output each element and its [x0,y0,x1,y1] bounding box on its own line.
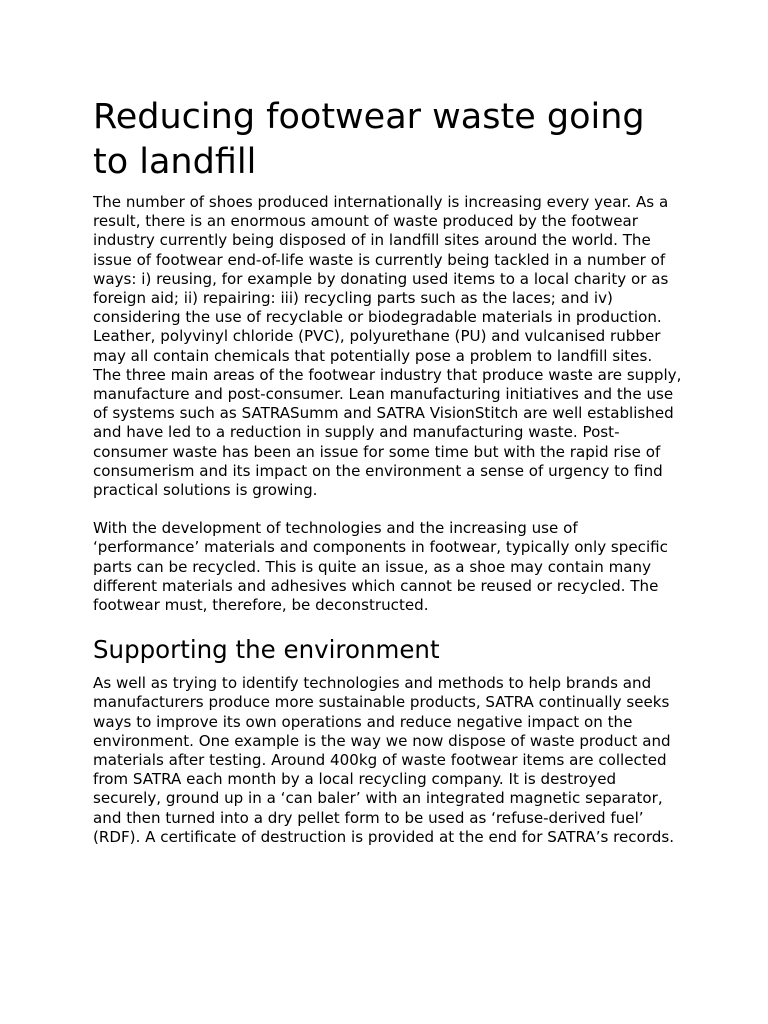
section-paragraph: As well as trying to identify technologies and methods to help brands and manufacturers produce more sustainable products, SATRA continually seeks ways to improve its own operations and reduce negative impact on the environment. One example is the way we now dispose of waste product and materials after testing. Around 400kg of waste footwear items are collected from SATRA each month by a local recycling company. It is destroyed securely, ground up in a ‘can baler’ with an integrated magnetic separator, and then turned into a dry pellet form to be used as ‘refuse-derived fuel’ (RDF). A certificate of destruction is provided at the end for SATRA’s records. [93,674,675,846]
section-heading: Supporting the environment [93,635,440,665]
intro-paragraph-1: The number of shoes produced internationally is increasing every year. As a result, there is an enormous amount of waste produced by the footwear industry currently being disposed of in landfill sites around the world. The issue of footwear end-of-life waste is currently being tackled in a number of ways: i) reusing, for example by donating used items to a local charity or as foreign aid; ii) repairing: iii) recycling parts such as the laces; and iv) considering the use of recyclable or biodegradable materials in production. Leather, polyvinyl chloride (PVC), polyurethane (PU) and vulcanised rubber may all contain chemicals that potentially pose a problem to landfill sites. The three main areas of the footwear industry that produce waste are supply, manufacture and post-consumer. Lean manufacturing initiatives and the use of systems such as SATRASumm and SATRA VisionStitch are well established and have led to a reduction in supply and manufacturing waste. Post-consumer waste has been an issue for some time but with the rapid rise of consumerism and its impact on the environment a sense of urgency to find practical solutions is growing. [93,193,682,500]
intro-paragraph-2: With the development of technologies and the increasing use of ‘performance’ materials and components in footwear, typically only specific parts can be recycled. This is quite an issue, as a shoe may contain many different materials and adhesives which cannot be reused or recycled. The footwear must, therefore, be deconstructed. [93,519,668,615]
document-page [93,95,683,866]
page-title: Reducing footwear waste going to landfill [93,97,645,182]
